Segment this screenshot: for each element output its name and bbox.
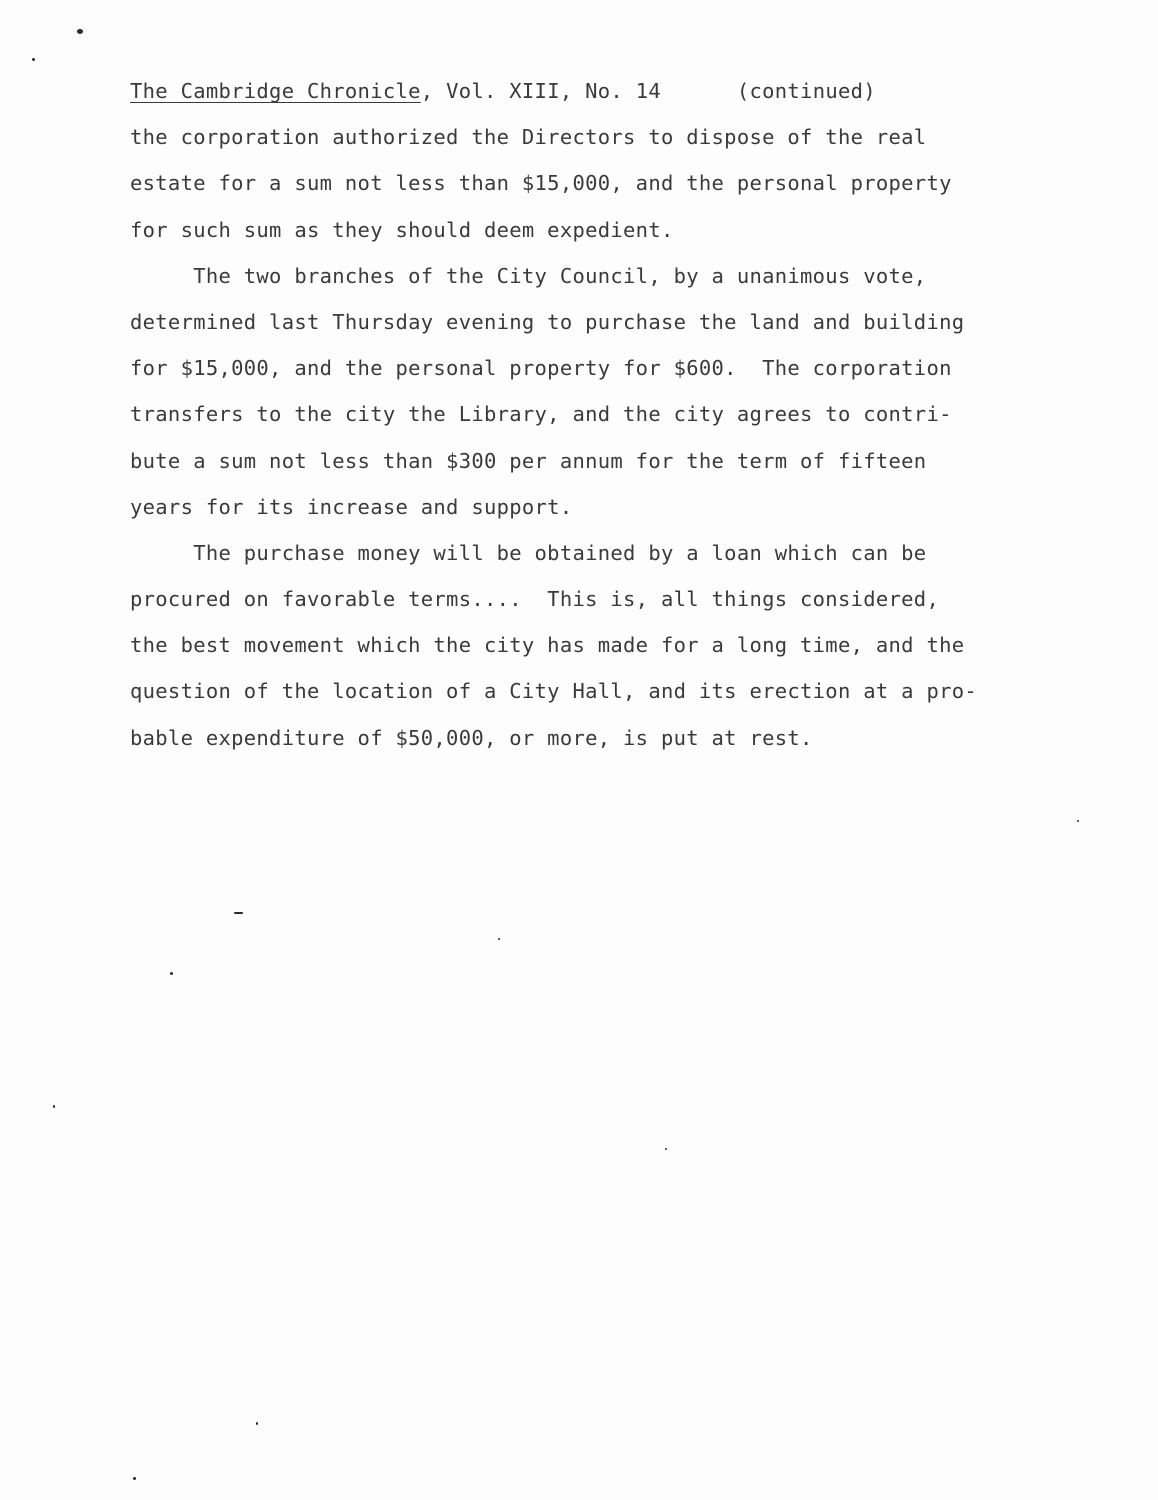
paper-speck (665, 1148, 667, 1150)
source-title: The Cambridge Chronicle (130, 79, 421, 103)
text-line: estate for a sum not less than $15,000, and the personal property (130, 171, 952, 196)
text-line: for $15,000, and the personal property for $600. The corporation (130, 356, 952, 381)
text-line: bable expenditure of $50,000, or more, is put at rest. (130, 725, 813, 750)
paper-speck (77, 29, 83, 34)
text-line: bute a sum not less than $300 per annum for the term of fifteen (130, 448, 927, 473)
page-heading (130, 76, 1120, 122)
text-line: years for its increase and support. (130, 494, 573, 519)
typescript-body (130, 76, 1120, 769)
paper-speck (1077, 820, 1079, 822)
text-line: The two branches of the City Council, by a unanimous vote, (130, 263, 927, 288)
text-line: for such sum as they should deem expedient. (130, 217, 674, 242)
text-line: question of the location of a City Hall, and its erection at a pro- (130, 679, 978, 704)
text-line: the corporation authorized the Directors to dispose of the real (130, 125, 927, 150)
paper-speck (170, 972, 173, 975)
paper-speck (498, 938, 500, 940)
paper-speck (53, 1105, 55, 1108)
text-line: procured on favorable terms.... This is, all things considered, (130, 587, 940, 612)
paper-speck (32, 58, 35, 61)
continued-marker: (continued) (736, 79, 876, 103)
paper-speck (256, 1422, 258, 1425)
paper-speck (234, 912, 243, 914)
text-line: the best movement which the city has made for a long time, and the (130, 633, 965, 658)
issue-reference: , Vol. XIII, No. 14 (420, 79, 661, 103)
text-line: transfers to the city the Library, and the city agrees to contri- (130, 402, 952, 427)
paper-speck (133, 1477, 136, 1480)
text-line: determined last Thursday evening to purchase the land and building (130, 309, 965, 334)
text-line: The purchase money will be obtained by a loan which can be (130, 540, 927, 565)
